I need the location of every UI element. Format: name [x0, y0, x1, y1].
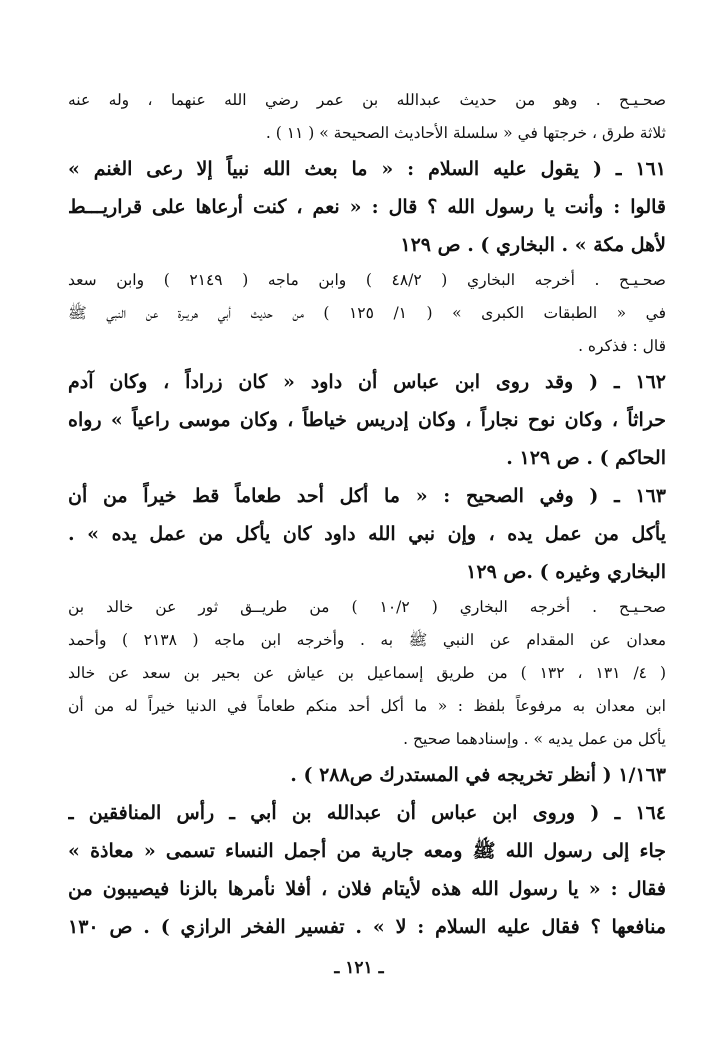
- text-line: ( ٤/ ١٣١ ، ١٣٢ ) من طريق إسماعيل بن عياش عن بحير بن سعد عن خالد: [68, 664, 666, 682]
- text-line: جاء إلى رسول الله ﷺ ومعه جارية من أجمل النساء تسمى « معاذة »: [68, 840, 666, 862]
- text-line: حراثاً ، وكان نوح نجاراً ، وكان إدريس خياطاً ، وكان موسى راعياً » رواه: [68, 409, 666, 431]
- text-line: ١٦٤ ـ ( وروى ابن عباس أن عبدالله بن أبي ـ رأس المنافقين ـ: [68, 802, 666, 824]
- text-line: صحـيـح . أخرجه البخاري ( ٤٨/٢ ) وابن ماجه ( ٢١٤٩ ) وابن سعد: [68, 271, 666, 289]
- text-line: صحـيـح . أخرجه البخاري ( ١٠/٢ ) من طريــق ثور عن خالد بن: [68, 598, 666, 616]
- text-line: قال : فذكره .: [578, 337, 666, 355]
- text-line: قالوا : وأنت يا رسول الله ؟ قال : « نعم ، كنت أرعاها على قراريـــط: [68, 196, 666, 218]
- text-line: ١/١٦٣ ( أنظر تخريجه في المستدرك ص٢٨٨ ) .: [290, 764, 666, 786]
- text-line: صحـيـح . وهو من حديث عبدالله بن عمر رضي الله عنهما ، وله عنه: [68, 91, 666, 109]
- text-line: لأهل مكة » . البخاري ) . ص ١٢٩: [400, 234, 666, 256]
- text-line: ١٦٢ ـ ( وقد روى ابن عباس أن داود « كان زراداً ، وكان آدم: [68, 371, 666, 393]
- text-line: الحاكم ) . ص ١٢٩ .: [506, 447, 666, 469]
- text-line: يأكل من عمل يده ، وإن نبي الله داود كان يأكل من عمل يده » .: [68, 523, 666, 545]
- text-line: ثلاثة طرق ، خرجتها في « سلسلة الأحاديث الصحيحة » ( ١١ ) .: [265, 124, 666, 142]
- text-line: ابن معدان به مرفوعاً بلفظ : « ما أكل أحد منكم طعاماً في الدنيا خيراً له من أن: [68, 697, 666, 715]
- text-line: معدان عن المقدام عن النبي ﷺ به . وأخرجه ابن ماجه ( ٢١٣٨ ) وأحمد: [68, 631, 666, 649]
- text-line: فقال : « يا رسول الله هذه لأيتام فلان ، أفلا نأمرها بالزنا فيصيبون من: [68, 878, 666, 900]
- page-number: ـ ١٢١ ـ: [334, 958, 384, 978]
- text-line: ١٦١ ـ ( يقول عليه السلام : « ما بعث الله نبياً إلا رعى الغنم »: [68, 158, 666, 180]
- text-line: ١٦٣ ـ ( وفي الصحيح : « ما أكل أحد طعاماً قط خيراً من أن: [68, 485, 666, 507]
- text-line: يأكل من عمل يديه » . وإسنادهما صحيح .: [403, 730, 666, 748]
- text-line: منافعها ؟ فقال عليه السلام : لا » . تفسير الفخر الرازي ) . ص ١٣٠: [68, 916, 666, 938]
- text-line: في « الطبقات الكبرى » ( ١/ ١٢٥ ) من حديث أبي هريـرة عن النبي ﷺ: [68, 304, 666, 322]
- page-body: [68, 84, 666, 946]
- text-line: البخاري وغيره ) .ص ١٢٩: [466, 561, 666, 583]
